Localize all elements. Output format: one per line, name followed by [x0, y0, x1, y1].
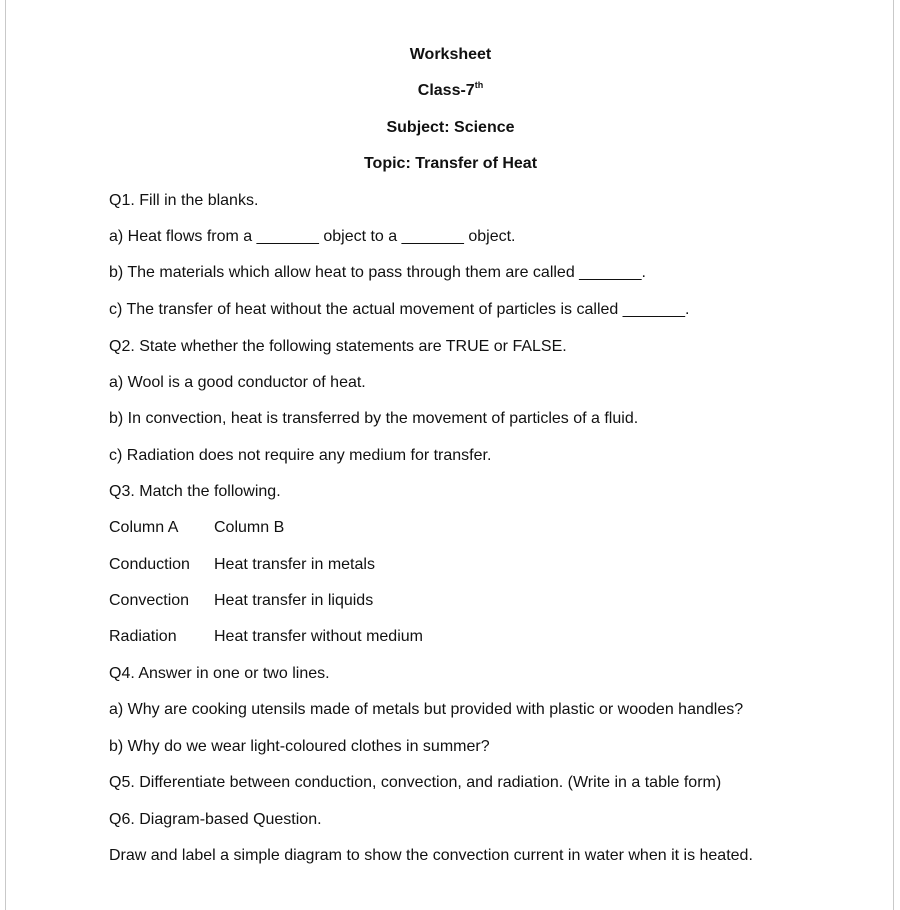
- class-ordinal-suffix: th: [474, 79, 484, 90]
- class-label: Class-7: [417, 82, 475, 99]
- q2-heading: Q2. State whether the following statements are TRUE or FALSE.: [109, 338, 567, 355]
- q6-text: Draw and label a simple diagram to show the convection current in water when it is heated.: [109, 847, 753, 864]
- class-heading: [6, 81, 895, 101]
- q6-heading: Q6. Diagram-based Question.: [109, 811, 322, 828]
- match-term: Convection: [109, 592, 190, 609]
- match-row: [109, 555, 375, 575]
- q2-part-b: b) In convection, heat is transferred by the movement of particles of a fluid.: [109, 410, 639, 427]
- q2-part-a: a) Wool is a good conductor of heat.: [109, 374, 366, 391]
- match-column-b-header: Column B: [214, 519, 285, 536]
- q1-part-a: a) Heat flows from a _______ object to a _______ object.: [109, 228, 516, 245]
- subject-heading: Subject: Science: [386, 119, 515, 136]
- q4-part-b: b) Why do we wear light-coloured clothes in summer?: [109, 738, 490, 755]
- match-term: Radiation: [109, 628, 177, 645]
- worksheet-page: [5, 0, 894, 910]
- match-row-header: [109, 518, 284, 538]
- match-row: [109, 591, 373, 611]
- q1-part-b: b) The materials which allow heat to pass through them are called _______.: [109, 264, 646, 281]
- topic-heading: Topic: Transfer of Heat: [363, 155, 538, 172]
- q4-heading: Q4. Answer in one or two lines.: [109, 665, 330, 682]
- q4-part-a: a) Why are cooking utensils made of metals but provided with plastic or wooden handles?: [109, 701, 744, 718]
- q2-part-c: c) Radiation does not require any medium for transfer.: [109, 447, 492, 464]
- match-description: Heat transfer in metals: [214, 556, 375, 573]
- match-term: Conduction: [109, 556, 190, 573]
- q5-heading: Q5. Differentiate between conduction, convection, and radiation. (Write in a table form): [109, 774, 722, 791]
- match-description: Heat transfer in liquids: [214, 592, 374, 609]
- match-description: Heat transfer without medium: [214, 628, 423, 645]
- q1-heading: Q1. Fill in the blanks.: [109, 192, 259, 209]
- worksheet-title: Worksheet: [409, 46, 492, 63]
- q3-heading: Q3. Match the following.: [109, 483, 281, 500]
- match-row: [109, 627, 423, 647]
- match-column-a-header: Column A: [109, 519, 179, 536]
- q1-part-c: c) The transfer of heat without the actual movement of particles is called _______.: [109, 301, 690, 318]
